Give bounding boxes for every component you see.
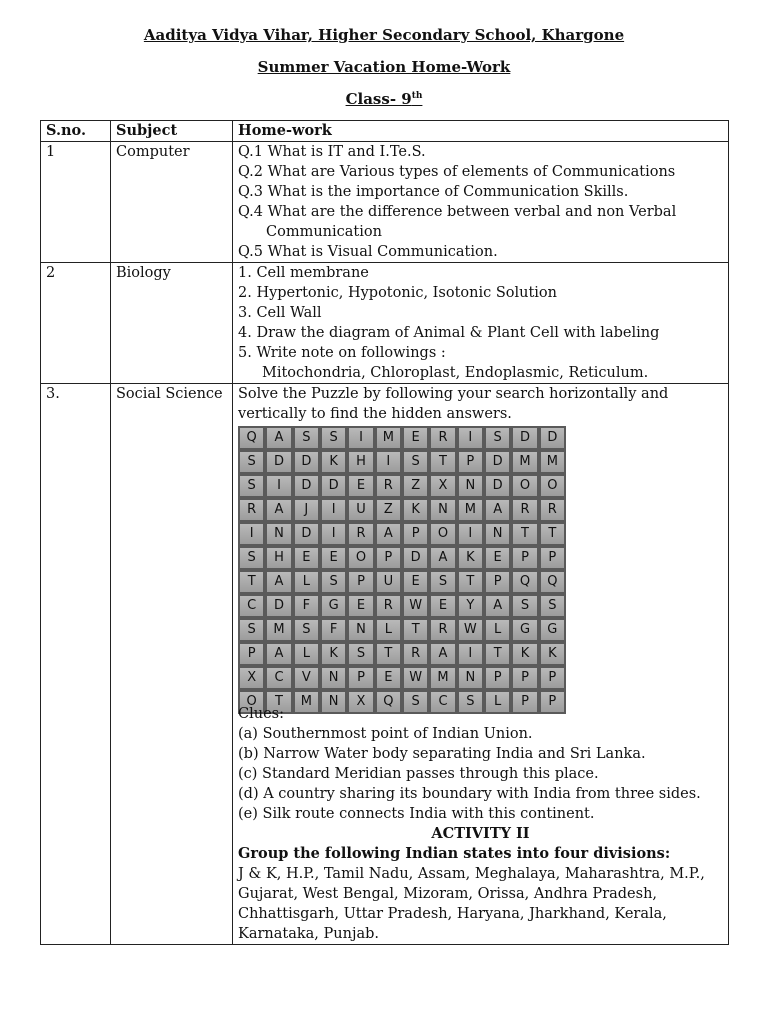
puzzle-cell: U — [347, 498, 374, 522]
puzzle-cell: P — [511, 666, 538, 690]
puzzle-cell: O — [429, 522, 456, 546]
class-prefix: Class- 9 — [345, 90, 412, 108]
puzzle-cell: R — [347, 522, 374, 546]
puzzle-cell: C — [265, 666, 292, 690]
row-subject: Biology — [111, 263, 233, 384]
puzzle-cell: M — [375, 426, 402, 450]
homework-line: Q.1 What is IT and I.Te.S. — [238, 144, 426, 160]
puzzle-cell: Q — [511, 570, 538, 594]
puzzle-cell: F — [320, 618, 347, 642]
puzzle-cell: D — [484, 450, 511, 474]
puzzle-cell: R — [429, 618, 456, 642]
puzzle-cell: L — [484, 690, 511, 714]
homework-line: 4. Draw the diagram of Animal & Plant Cell with labeling — [238, 325, 660, 341]
puzzle-cell: L — [293, 570, 320, 594]
word-search-grid — [238, 426, 566, 709]
puzzle-cell: S — [293, 618, 320, 642]
puzzle-cell: A — [265, 570, 292, 594]
column-header-sno: S.no. — [41, 121, 111, 142]
school-name: Aaditya Vidya Vihar, Higher Secondary School, Khargone — [143, 26, 625, 44]
clue-item: (d) A country sharing its boundary with India from three sides. — [238, 786, 701, 802]
puzzle-cell: E — [429, 594, 456, 618]
clue-item: (e) Silk route connects India with this continent. — [238, 806, 595, 822]
clue-item: (a) Southernmost point of Indian Union. — [238, 726, 533, 742]
puzzle-cell: D — [293, 474, 320, 498]
puzzle-cell: K — [457, 546, 484, 570]
puzzle-cell: H — [265, 546, 292, 570]
puzzle-cell: A — [429, 642, 456, 666]
puzzle-cell: P — [539, 690, 566, 714]
puzzle-cell: E — [320, 546, 347, 570]
puzzle-cell: D — [320, 474, 347, 498]
puzzle-cell: P — [511, 690, 538, 714]
puzzle-cell: I — [320, 498, 347, 522]
puzzle-cell: S — [457, 690, 484, 714]
puzzle-cell: O — [347, 546, 374, 570]
puzzle-cell: N — [457, 666, 484, 690]
puzzle-cell: E — [347, 474, 374, 498]
puzzle-cell: K — [402, 498, 429, 522]
puzzle-cell: J — [293, 498, 320, 522]
puzzle-cell: I — [238, 522, 265, 546]
puzzle-cell: R — [511, 498, 538, 522]
puzzle-cell: D — [484, 474, 511, 498]
puzzle-cell: D — [402, 546, 429, 570]
table-row — [41, 384, 729, 945]
puzzle-cell: M — [511, 450, 538, 474]
puzzle-cell: S — [539, 594, 566, 618]
puzzle-cell: I — [375, 450, 402, 474]
puzzle-cell: S — [511, 594, 538, 618]
puzzle-cell: D — [511, 426, 538, 450]
puzzle-cell: T — [484, 642, 511, 666]
puzzle-cell: M — [293, 690, 320, 714]
puzzle-cell: I — [457, 642, 484, 666]
puzzle-cell: C — [429, 690, 456, 714]
puzzle-cell: X — [238, 666, 265, 690]
puzzle-intro: vertically to find the hidden answers. — [238, 406, 512, 422]
puzzle-cell: O — [511, 474, 538, 498]
puzzle-cell: P — [238, 642, 265, 666]
word-search-puzzle — [238, 426, 566, 709]
puzzle-cell: Q — [238, 426, 265, 450]
puzzle-cell: R — [375, 594, 402, 618]
puzzle-cell: E — [347, 594, 374, 618]
puzzle-cell: T — [375, 642, 402, 666]
puzzle-cell: G — [511, 618, 538, 642]
puzzle-cell: W — [402, 594, 429, 618]
puzzle-cell: S — [238, 618, 265, 642]
puzzle-cell: O — [238, 690, 265, 714]
puzzle-cell: N — [429, 498, 456, 522]
puzzle-cell: F — [293, 594, 320, 618]
puzzle-cell: P — [375, 546, 402, 570]
class-superscript: th — [411, 91, 423, 101]
homework-line: Communication — [266, 224, 382, 240]
homework-line: 2. Hypertonic, Hypotonic, Isotonic Solution — [238, 285, 557, 301]
puzzle-cell: L — [375, 618, 402, 642]
puzzle-cell: R — [539, 498, 566, 522]
puzzle-cell: S — [320, 426, 347, 450]
puzzle-cell: S — [293, 426, 320, 450]
document-title: Summer Vacation Home-Work — [257, 58, 511, 76]
row-sno: 1 — [41, 142, 111, 263]
homework-line: Q.4 What are the difference between verbal and non Verbal — [238, 204, 677, 220]
puzzle-cell: G — [320, 594, 347, 618]
puzzle-cell: E — [293, 546, 320, 570]
column-header-homework: Home-work — [233, 121, 729, 142]
homework-line: 3. Cell Wall — [238, 305, 322, 321]
puzzle-cell: A — [484, 594, 511, 618]
puzzle-cell: A — [265, 642, 292, 666]
activity-line: Karnataka, Punjab. — [238, 926, 379, 942]
clues-title: Clues: — [238, 706, 284, 722]
puzzle-cell: M — [539, 450, 566, 474]
puzzle-cell: R — [238, 498, 265, 522]
homework-table — [40, 120, 729, 945]
puzzle-intro: Solve the Puzzle by following your search horizontally and — [238, 386, 669, 402]
puzzle-cell: N — [265, 522, 292, 546]
homework-line: 5. Write note on followings : — [238, 345, 446, 361]
puzzle-cell: N — [484, 522, 511, 546]
puzzle-cell: N — [320, 666, 347, 690]
row-sno: 3. — [41, 384, 111, 945]
puzzle-cell: Q — [375, 690, 402, 714]
puzzle-cell: K — [320, 450, 347, 474]
puzzle-cell: E — [484, 546, 511, 570]
puzzle-cell: T — [402, 618, 429, 642]
puzzle-cell: N — [347, 618, 374, 642]
puzzle-cell: I — [457, 426, 484, 450]
puzzle-cell: D — [539, 426, 566, 450]
activity-line: Chhattisgarh, Uttar Pradesh, Haryana, Jharkhand, Kerala, — [238, 906, 667, 922]
puzzle-cell: Y — [457, 594, 484, 618]
puzzle-cell: I — [265, 474, 292, 498]
puzzle-cell: S — [429, 570, 456, 594]
puzzle-cell: P — [484, 570, 511, 594]
puzzle-cell: Z — [375, 498, 402, 522]
puzzle-cell: S — [402, 690, 429, 714]
puzzle-cell: K — [320, 642, 347, 666]
puzzle-cell: E — [375, 666, 402, 690]
puzzle-cell: T — [511, 522, 538, 546]
puzzle-cell: S — [347, 642, 374, 666]
puzzle-cell: P — [347, 666, 374, 690]
puzzle-cell: C — [238, 594, 265, 618]
puzzle-cell: P — [347, 570, 374, 594]
activity-line: J & K, H.P., Tamil Nadu, Assam, Meghalaya, Maharashtra, M.P., — [238, 866, 705, 882]
homework-line: Q.5 What is Visual Communication. — [238, 244, 498, 260]
puzzle-cell: Z — [402, 474, 429, 498]
row-homework — [233, 263, 729, 384]
puzzle-cell: A — [265, 498, 292, 522]
puzzle-cell: W — [457, 618, 484, 642]
table-header-row — [41, 121, 729, 142]
puzzle-cell: X — [347, 690, 374, 714]
puzzle-cell: D — [265, 594, 292, 618]
row-subject: Computer — [111, 142, 233, 263]
puzzle-cell: A — [265, 426, 292, 450]
puzzle-cell: P — [484, 666, 511, 690]
puzzle-cell: N — [320, 690, 347, 714]
puzzle-cell: T — [539, 522, 566, 546]
puzzle-cell: R — [402, 642, 429, 666]
puzzle-cell: T — [238, 570, 265, 594]
puzzle-cell: Q — [539, 570, 566, 594]
puzzle-cell: R — [429, 426, 456, 450]
puzzle-cell: D — [265, 450, 292, 474]
puzzle-cell: A — [484, 498, 511, 522]
puzzle-cell: D — [293, 450, 320, 474]
column-header-subject: Subject — [111, 121, 233, 142]
puzzle-cell: R — [375, 474, 402, 498]
puzzle-cell: I — [457, 522, 484, 546]
puzzle-cell: T — [429, 450, 456, 474]
homework-line: Q.3 What is the importance of Communication Skills. — [238, 184, 629, 200]
puzzle-cell: D — [293, 522, 320, 546]
row-homework — [233, 142, 729, 263]
puzzle-cell: P — [457, 450, 484, 474]
puzzle-cell: S — [402, 450, 429, 474]
puzzle-cell: S — [238, 474, 265, 498]
homework-line: Q.2 What are Various types of elements of Communications — [238, 164, 676, 180]
puzzle-cell: M — [457, 498, 484, 522]
puzzle-cell: V — [293, 666, 320, 690]
puzzle-cell: I — [320, 522, 347, 546]
clue-item: (c) Standard Meridian passes through this place. — [238, 766, 599, 782]
homework-line: Mitochondria, Chloroplast, Endoplasmic, Reticulum. — [262, 365, 649, 381]
puzzle-cell: A — [429, 546, 456, 570]
puzzle-cell: X — [429, 474, 456, 498]
activity-heading: Group the following Indian states into four divisions: — [238, 845, 671, 862]
puzzle-cell: U — [375, 570, 402, 594]
puzzle-cell: N — [457, 474, 484, 498]
clue-item: (b) Narrow Water body separating India and Sri Lanka. — [238, 746, 646, 762]
puzzle-cell: K — [539, 642, 566, 666]
puzzle-cell: S — [238, 546, 265, 570]
puzzle-cell: O — [539, 474, 566, 498]
class-label — [0, 90, 768, 108]
puzzle-cell: M — [429, 666, 456, 690]
puzzle-cell: L — [293, 642, 320, 666]
puzzle-cell: E — [402, 426, 429, 450]
homework-line: 1. Cell membrane — [238, 265, 369, 281]
puzzle-cell: S — [238, 450, 265, 474]
puzzle-cell: M — [265, 618, 292, 642]
puzzle-cell: K — [511, 642, 538, 666]
puzzle-cell: E — [402, 570, 429, 594]
row-sno: 2 — [41, 263, 111, 384]
activity-line: Gujarat, West Bengal, Mizoram, Orissa, Andhra Pradesh, — [238, 886, 658, 902]
puzzle-cell: P — [539, 546, 566, 570]
table-row — [41, 263, 729, 384]
puzzle-cell: P — [539, 666, 566, 690]
puzzle-cell: W — [402, 666, 429, 690]
row-homework — [233, 384, 729, 945]
puzzle-cell: L — [484, 618, 511, 642]
table-row — [41, 142, 729, 263]
puzzle-cell: P — [511, 546, 538, 570]
puzzle-cell: A — [375, 522, 402, 546]
puzzle-cell: T — [265, 690, 292, 714]
row-subject: Social Science — [111, 384, 233, 945]
activity-title: ACTIVITY II — [431, 825, 530, 842]
puzzle-cell: S — [320, 570, 347, 594]
puzzle-cell: T — [457, 570, 484, 594]
puzzle-cell: G — [539, 618, 566, 642]
puzzle-cell: P — [402, 522, 429, 546]
puzzle-cell: I — [347, 426, 374, 450]
puzzle-cell: S — [484, 426, 511, 450]
puzzle-cell: H — [347, 450, 374, 474]
